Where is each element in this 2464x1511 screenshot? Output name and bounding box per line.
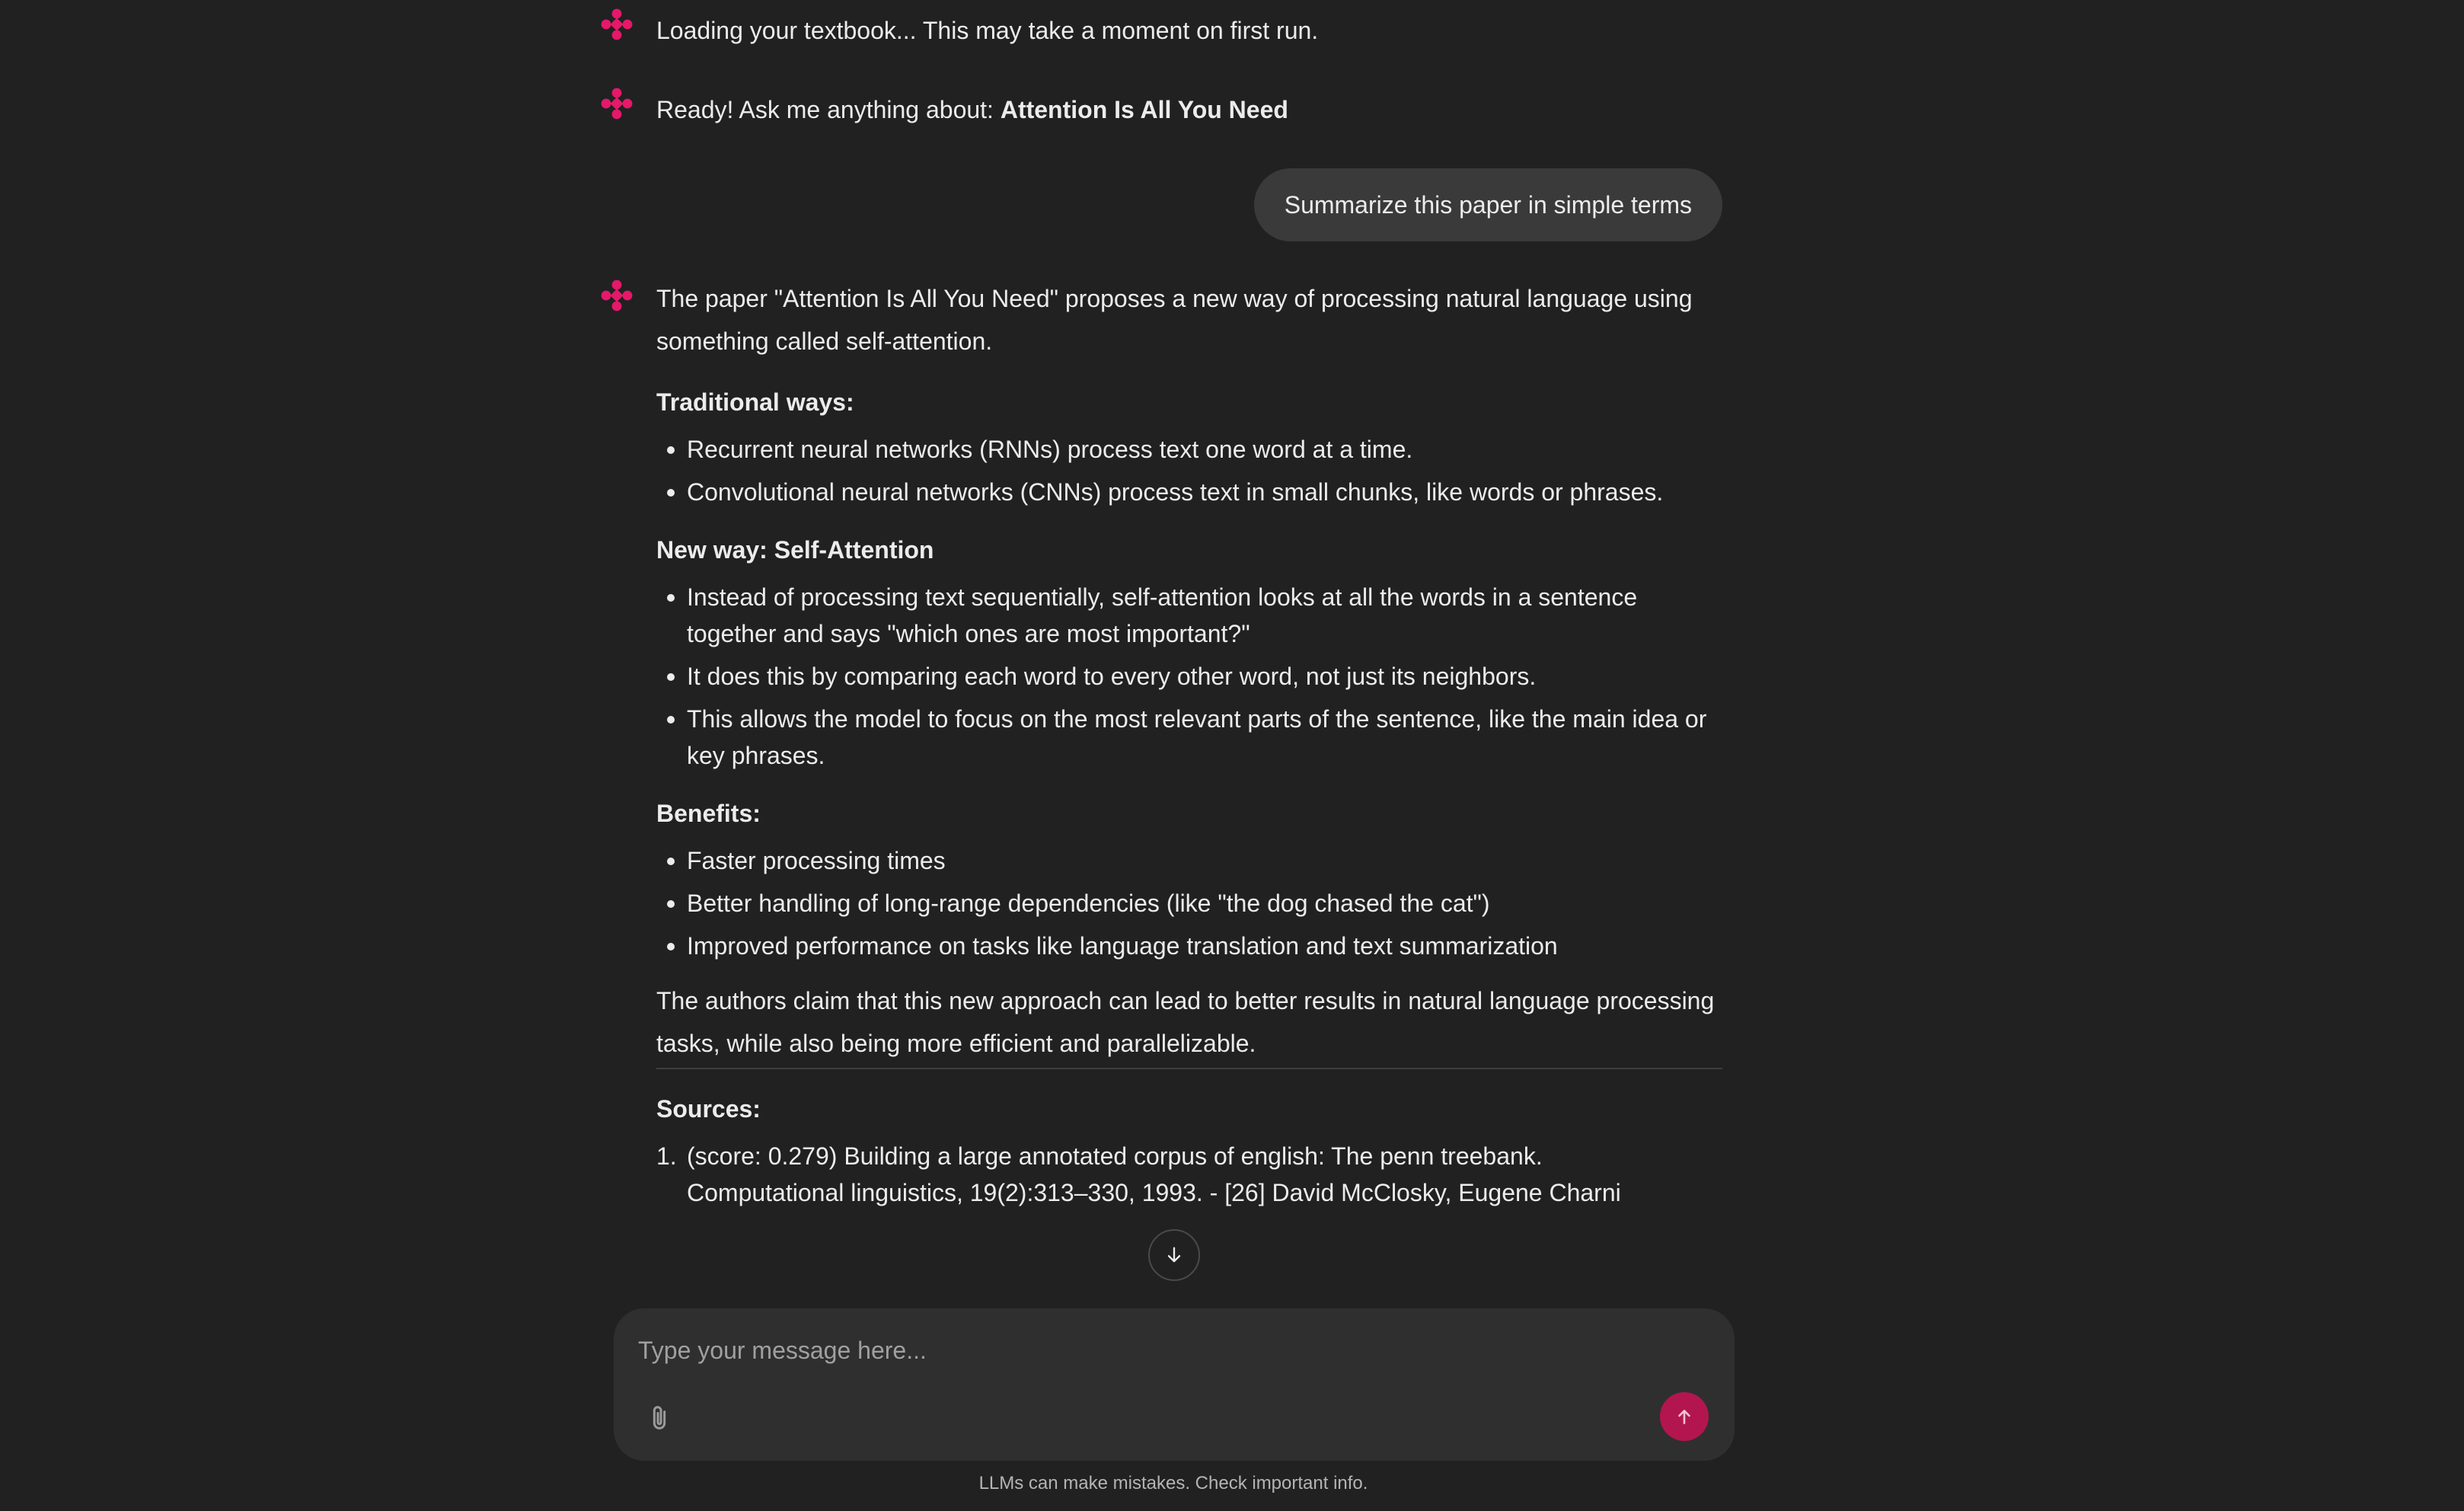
user-message-bubble: Summarize this paper in simple terms — [1254, 168, 1722, 241]
ready-prefix: Ready! Ask me anything about: — [656, 96, 1001, 123]
message-input[interactable] — [637, 1327, 1629, 1374]
assistant-answer — [656, 277, 1722, 1211]
list-item: Better handling of long-range dependencies (like "the dog chased the cat") — [687, 885, 1722, 922]
list-item: This allows the model to focus on the most relevant parts of the sentence, like the main idea or key phrases. — [687, 701, 1722, 774]
list-item: Recurrent neural networks (RNNs) process text one word at a time. — [687, 431, 1722, 468]
list-item: Faster processing times — [687, 842, 1722, 879]
list-item: Improved performance on tasks like language translation and text summarization — [687, 928, 1722, 964]
traditional-list — [656, 431, 1722, 510]
footer-disclaimer: LLMs can make mistakes. Check important info. — [978, 1473, 1368, 1493]
paperclip-icon — [644, 1403, 675, 1433]
loading-text: Loading your textbook... This may take a moment on first run. — [656, 17, 1319, 44]
list-item: It does this by comparing each word to every other word, not just its neighbors. — [687, 658, 1722, 695]
section-heading-benefits: Benefits: — [656, 800, 761, 827]
answer-closing: The authors claim that this new approach can lead to better results in natural language processing tasks, while also being more efficient and parallelizable. — [656, 987, 1715, 1057]
source-item — [656, 1138, 1722, 1211]
source-line: (score: 0.279) Building a large annotated corpus of english: The penn treebank. — [687, 1142, 1543, 1170]
section-heading-traditional: Traditional ways: — [656, 388, 854, 416]
list-item: Convolutional neural networks (CNNs) process text in small chunks, like words or phrases. — [687, 474, 1722, 510]
assistant-message-loading — [656, 9, 1722, 52]
divider — [656, 1068, 1722, 1069]
sparkle-icon — [598, 85, 635, 122]
benefits-list — [656, 842, 1722, 964]
answer-intro: The paper "Attention Is All You Need" proposes a new way of processing natural language using something called self-attention. — [656, 285, 1693, 355]
source-number: 1. — [656, 1142, 677, 1170]
scroll-to-bottom-button[interactable] — [1148, 1229, 1200, 1281]
arrow-up-icon — [1674, 1407, 1694, 1426]
assistant-message-ready — [656, 88, 1722, 131]
list-item: Instead of processing text sequentially, self-attention looks at all the words in a sentence together and says "which ones are most important?" — [687, 579, 1722, 652]
arrow-down-icon — [1163, 1244, 1185, 1266]
section-heading-new-way: New way: Self-Attention — [656, 536, 934, 564]
message-composer — [614, 1308, 1735, 1461]
source-line: Computational linguistics, 19(2):313–330, 1993. - [26] David McClosky, Eugene Charni — [687, 1179, 1621, 1206]
send-button[interactable] — [1660, 1392, 1709, 1441]
sparkle-icon — [598, 277, 635, 314]
sources-list — [656, 1138, 1722, 1211]
ready-text — [656, 88, 1722, 131]
sparkle-icon — [598, 6, 635, 43]
sources-heading: Sources: — [656, 1095, 761, 1123]
new-way-list — [656, 579, 1722, 774]
attach-file-button[interactable] — [638, 1397, 681, 1439]
paper-title: Attention Is All You Need — [1000, 96, 1288, 123]
